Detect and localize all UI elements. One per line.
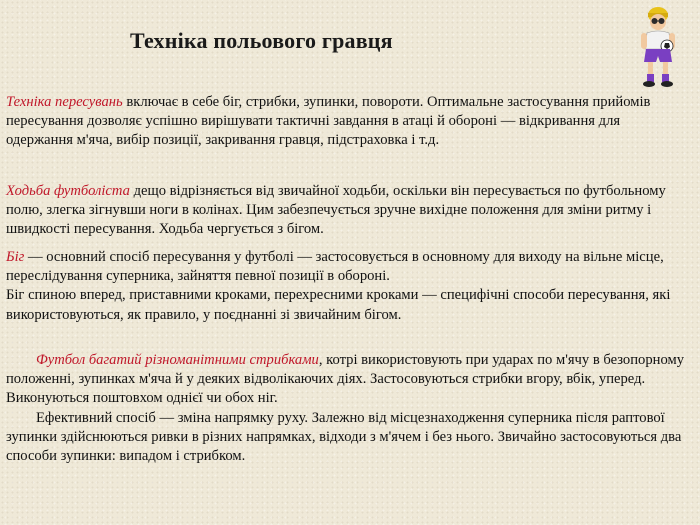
paragraph-movement-technique [6,93,690,151]
term-walking: Ходьба футболіста [6,183,130,199]
slide-title: Техніка польового гравця [130,28,393,53]
term-movement-technique: Техніка пересувань [6,94,123,110]
term-running: Біг [6,249,25,265]
paragraph-text: Ефективний спосіб — зміна напрямку руху. Залежно від місцезнаходження суперника після раптової зупинки здійснюються ривки в різних напрямках, відходи з м'ячем і без нього. Звичайно застосовуються два способи зупинки: випадом і стрибком. [6,410,682,465]
paragraph-text: включає в себе біг, стрибки, зупинки, повороти. Оптимальне застосування прийомів пересування дозволяє успішно вирішувати тактичні завдання в атаці й обороні — відкривання для одержання м'яча, вибір позиції, закривання гравця, підстраховка і т.д. [6,94,651,149]
paragraph-running [6,248,690,325]
paragraph-text-continued: Біг спиною вперед, приставними кроками, перехресними кроками — специфічні способи пересування, які використовуються, як правило, у поєднанні зі звичайним бігом. [6,287,671,323]
paragraph-text: , котрі використовують при ударах по м'ячу в безопорному положенні, зупинках м'яча й у деяких відволікаючих діях. Застосовуються стрибки вгору, вбік, уперед. Виконуються поштовхом однієї чи обох ніг. [6,352,684,407]
paragraph-walking [6,182,690,240]
paragraph-text: — основний спосіб пересування у футболі — застосовується в основному для виходу на вільне місце, переслідування суперника, зайняття певної позиції в обороні. [6,249,664,285]
term-jumps: Футбол багатий різноманітними стрибками [36,352,319,368]
paragraph-jumps [6,351,690,409]
paragraph-direction-change [6,409,690,467]
paragraph-text: дещо відрізняється від звичайної ходьби, оскільки він пересувається по футбольному полю, злегка зігнувши ноги в колінах. Цим забезпечується зручне вихідне положення для зміни ритму і швидкості пересування. Ходьба чергується з бігом. [6,183,666,238]
soccer-player-icon [636,4,682,90]
